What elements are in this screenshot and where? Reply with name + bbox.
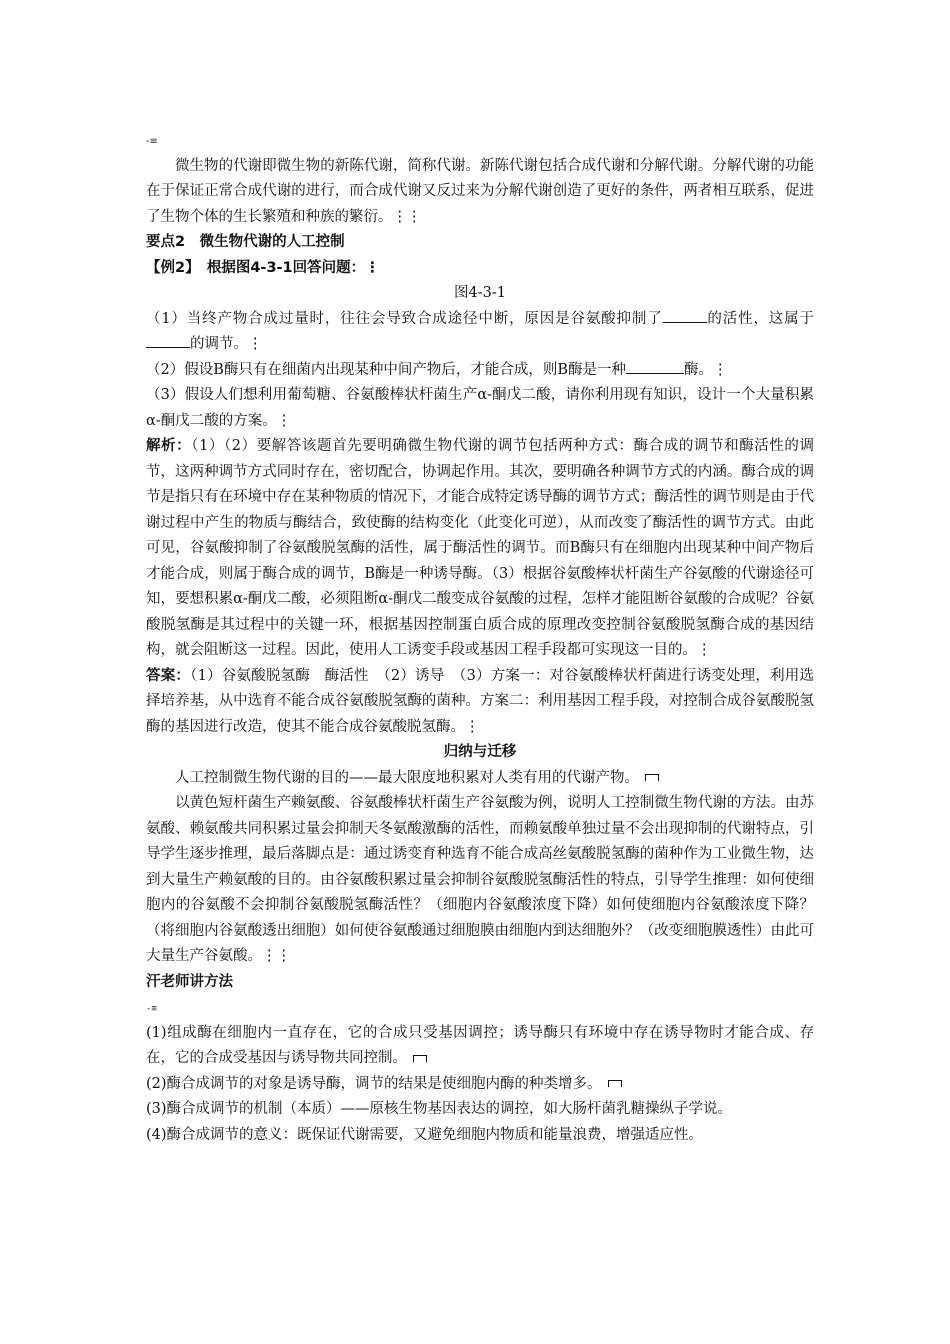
example-2-text: 【例2】 根据图4-3-1回答问题：⋮ bbox=[146, 259, 380, 276]
section-title: 归纳与迁移 bbox=[443, 744, 517, 760]
analysis-label: 解析： bbox=[146, 438, 192, 454]
figure-caption: 图4-3-1 bbox=[454, 285, 506, 301]
question-3: （3）假设人们想利用葡萄糖、谷氨酸棒状杆菌生产α-酮戊二酸，请你利用现有知识，设计一个大量积累α-酮戊二酸的方案。⋮ bbox=[146, 387, 814, 429]
answer-label: 答案： bbox=[146, 667, 191, 684]
induction-text-1: 人工控制微生物代谢的目的——最大限度地积累对人类有用的代谢产物。 bbox=[175, 769, 639, 786]
q2-part-a: （2）假设B酶只有在细菌内出现某种中间产物后，才能合成，则B酶是一种 bbox=[146, 361, 627, 378]
top-mark: -≡ bbox=[146, 136, 158, 147]
answer-paragraph bbox=[146, 664, 814, 741]
answer-text: （1）谷氨酸脱氢酶 酶活性 （2）诱导 （3）方案一：对谷氨酸棒状杆菌进行诱变处理，利用选择培养基，从中选育不能合成谷氨酸脱氢酶的菌种。方案二：利用基因工程手段，对控制合成谷氨酸脱氢酶的基因进行改造，使其不能合成谷氨酸脱氢酶。⋮ bbox=[146, 667, 814, 735]
question-2 bbox=[146, 358, 814, 384]
method-item-1 bbox=[146, 1021, 814, 1072]
induction-paragraph-2: 以黄色短杆菌生产赖氨酸、谷氨酸棒状杆菌生产谷氨酸为例，说明人工控制微生物代谢的方法。由苏氨酸、赖氨酸共同积累过量会抑制天冬氨酸激酶的活性，而赖氨酸单独过量不会出现抑制的代谢特点，引导学生逐步推理，最后落脚点是：通过诱变育种选育不能合成高丝氨酸脱氢酶的菌种作为工业微生物，达到大量生产赖氨酸的目的。由谷氨酸积累过量会抑制谷氨酸脱氢酶活性的特点，引导学生推理：如何使细胞内的谷氨酸不会抑制谷氨酸脱氢酶活性？（细胞内谷氨酸浓度下降）如何使细胞内谷氨酸浓度下降？（将细胞内谷氨酸透出细胞）如何使谷氨酸通过细胞膜由细胞内到达细胞外？（改变细胞膜透性）由此可大量生产谷氨酸。⋮⋮ bbox=[146, 795, 814, 964]
answer-blank-1 bbox=[663, 322, 707, 323]
corner-mark bbox=[608, 1080, 622, 1087]
answer-blank-2 bbox=[146, 347, 190, 348]
point-2-heading: 要点2 微生物代谢的人工控制 bbox=[146, 234, 345, 250]
q2-part-b: 酶。⋮ bbox=[684, 361, 728, 378]
q1-part-a: （1）当终产物合成过量时，往往会导致合成途径中断，原因是谷氨酸抑制了 bbox=[146, 310, 663, 327]
q1-part-b: 的活性，这属于 bbox=[706, 310, 814, 327]
analysis-paragraph bbox=[146, 434, 814, 664]
question-1 bbox=[146, 307, 814, 358]
method-item-3: (3)酶合成调节的机制（本质）——原核生物基因表达的调控，如大肠杆菌乳糖操纵子学说。 bbox=[146, 1101, 733, 1117]
corner-mark bbox=[645, 774, 659, 781]
method-item-2 bbox=[146, 1072, 814, 1098]
method-text-2: (2)酶合成调节的对象是诱导酶，调节的结果是使细胞内酶的种类增多。 bbox=[146, 1075, 602, 1092]
method-text-1: (1)组成酶在细胞内一直存在，它的合成只受基因调控；诱导酶只有环境中存在诱导物时才能合成、存在，它的合成受基因与诱导物共同控制。 bbox=[146, 1024, 814, 1066]
teacher-method-heading: 汗老师讲方法 bbox=[146, 973, 233, 990]
intro-paragraph: 微生物的代谢即微生物的新陈代谢，简称代谢。新陈代谢包括合成代谢和分解代谢。分解代谢的功能在于保证正常合成代谢的进行，而合成代谢又反过来为分解代谢创造了更好的条件，两者相互联系，促进了生物个体的生长繁殖和种族的繁衍。⋮⋮ bbox=[146, 157, 814, 225]
q1-part-c: 的调节。⋮ bbox=[190, 336, 263, 352]
example-2-line bbox=[146, 256, 814, 282]
analysis-text: （1）（2）要解答该题首先要明确微生物代谢的调节包括两种方式：酶合成的调节和酶活性的调节，这两种调节方式同时存在，密切配合，协调起作用。其次，要明确各种调节方式的内涵。酶合成的调节是指只有在环境中存在某种物质的情况下，才能合成特定诱导酶的调节方式；酶活性的调节则是由于代谢过程中产生的物质与酶结合，致使酶的结构变化（此变化可逆），从而改变了酶活性的调节方式。由此可见，谷氨酸抑制了谷氨酸脱氢酶的活性，属于酶活性的调节。而B酶只有在细胞内出现某种中间产物后才能合成，则属于酶合成的调节，B酶是一种诱导酶。（3）根据谷氨酸棒状杆菌生产谷氨酸的代谢途径可知，要想积累α-酮戊二酸，必须阻断α-酮戊二酸变成谷氨酸的过程，怎样才能阻断谷氨酸的合成呢？谷氨酸脱氢酶是其过程中的关键一环，根据基因控制蛋白质合成的原理改变控制谷氨酸脱氢酶合成的基因结构，就会阻断这一过程。因此，使用人工诱变手段或基因工程手段都可实现这一目的。⋮ bbox=[146, 438, 815, 658]
induction-paragraph-1 bbox=[146, 766, 814, 792]
document-page bbox=[146, 128, 814, 1148]
method-item-4: (4)酶合成调节的意义：既保证代谢需要，又避免细胞内物质和能量浪费，增强适应性。 bbox=[146, 1126, 704, 1143]
small-mark: -≡ bbox=[146, 1004, 157, 1014]
answer-blank-3 bbox=[626, 373, 684, 374]
corner-mark bbox=[413, 1055, 427, 1062]
